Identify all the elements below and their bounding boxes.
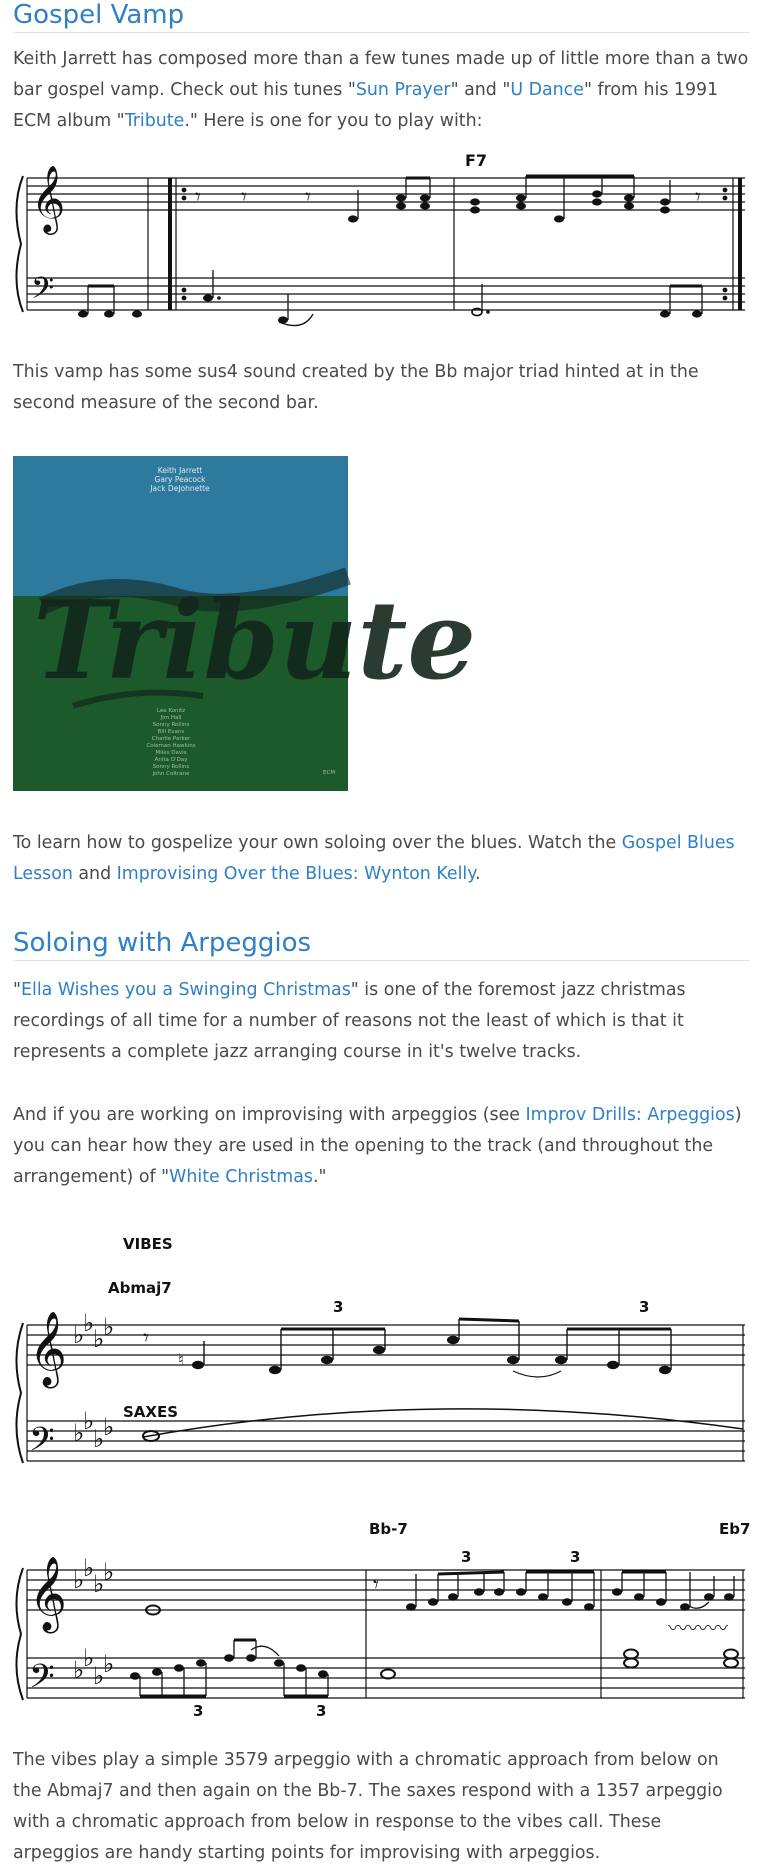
triplet-marker: 3 bbox=[193, 1702, 204, 1720]
link-sun-prayer[interactable]: Sun Prayer bbox=[355, 80, 451, 100]
svg-text:𝄢: 𝄢 bbox=[29, 1421, 55, 1467]
svg-text:𝄾: 𝄾 bbox=[143, 1326, 149, 1351]
album-track: Bill Evans bbox=[157, 729, 185, 735]
score-gospel-vamp-image bbox=[13, 146, 750, 331]
album-track: Anita O'Day bbox=[154, 757, 188, 763]
svg-text:𝄢: 𝄢 bbox=[31, 272, 55, 313]
text: And if you are working on improvising with arpeggios (see bbox=[13, 1105, 526, 1125]
svg-text:♭: ♭ bbox=[103, 1313, 115, 1341]
label-vibes: VIBES bbox=[123, 1235, 173, 1253]
text: To learn how to gospelize your own soloing over the blues. Watch the bbox=[13, 833, 622, 853]
svg-text:♭: ♭ bbox=[93, 1662, 105, 1690]
album-track: Jim Hall bbox=[160, 715, 182, 721]
album-label: ECM bbox=[323, 770, 336, 776]
score-white-christmas-1-image bbox=[13, 1225, 750, 1480]
triplet-marker: 3 bbox=[639, 1298, 650, 1316]
triplet-marker: 3 bbox=[461, 1548, 472, 1566]
text: Keith Jarrett has composed more than a few tunes made up of little more than a two bar gospel vamp. Check out his tunes " bbox=[13, 49, 749, 100]
svg-text:♭: ♭ bbox=[83, 1407, 95, 1435]
link-improvising-over-blues[interactable]: Improvising Over the Blues: Wynton Kelly bbox=[116, 864, 476, 884]
chord-symbol: Bb-7 bbox=[369, 1520, 408, 1538]
album-track: Coleman Hawkins bbox=[146, 743, 196, 749]
album-artist: Keith Jarrett bbox=[157, 466, 203, 475]
svg-text:𝄾: 𝄾 bbox=[195, 185, 201, 210]
score-white-christmas-1 bbox=[13, 1225, 750, 1480]
svg-text:𝄞: 𝄞 bbox=[31, 164, 66, 232]
svg-text:𝄾: 𝄾 bbox=[695, 185, 701, 210]
svg-text:♭: ♭ bbox=[93, 1425, 105, 1453]
text: ." Here is one for you to play with: bbox=[184, 111, 483, 131]
text: " and " bbox=[450, 80, 511, 100]
chord-symbol: Abmaj7 bbox=[108, 1279, 172, 1297]
svg-text:♭: ♭ bbox=[83, 1554, 95, 1582]
svg-text:𝄾: 𝄾 bbox=[305, 185, 311, 210]
svg-text:𝄞: 𝄞 bbox=[29, 1557, 67, 1631]
summary-paragraph: The vibes play a simple 3579 arpeggio with a chromatic approach from below on the Abmaj7 and then again on the Bb-7. The saxes respond with a 1357 arpeggio with a chromatic approach from below in response to the vibes call. These arpeggios are handy starting points for improvising with arpeggios. bbox=[13, 1750, 723, 1863]
section-heading-gospel-vamp: Gospel Vamp bbox=[13, 0, 750, 33]
album-track: Miles Davis bbox=[155, 750, 187, 756]
text: and bbox=[72, 864, 117, 884]
section-heading-soloing-arpeggios: Soloing with Arpeggios bbox=[13, 928, 750, 961]
link-u-dance[interactable]: U Dance bbox=[510, 80, 584, 100]
album-artist: Jack DeJohnette bbox=[150, 484, 210, 493]
svg-text:♭: ♭ bbox=[73, 1321, 85, 1349]
tribute-album-cover bbox=[13, 456, 477, 791]
svg-text:♭: ♭ bbox=[103, 1413, 115, 1441]
album-track: Charlie Parker bbox=[151, 736, 191, 742]
svg-text:𝄞: 𝄞 bbox=[29, 1312, 67, 1386]
text: " from his 1991 ECM album " bbox=[13, 80, 719, 131]
svg-text:♭: ♭ bbox=[73, 1566, 85, 1594]
link-ella-wishes[interactable]: Ella Wishes you a Swinging Christmas bbox=[21, 980, 351, 1000]
link-gospel-blues-lesson[interactable]: Gospel Blues Lesson bbox=[13, 833, 735, 884]
arpeggios-paragraph bbox=[13, 1100, 750, 1193]
svg-text:♭: ♭ bbox=[103, 1558, 115, 1586]
svg-text:♭: ♭ bbox=[73, 1656, 85, 1684]
svg-text:♭: ♭ bbox=[83, 1644, 95, 1672]
score-white-christmas-2-image bbox=[13, 1510, 751, 1720]
svg-text:♭: ♭ bbox=[83, 1309, 95, 1337]
svg-text:𝄾: 𝄾 bbox=[373, 1573, 379, 1598]
text: ." bbox=[312, 1167, 327, 1187]
text: . bbox=[475, 864, 481, 884]
text: ) you can hear how they are used in the opening to the track (and throughout the arrangement) of " bbox=[13, 1105, 742, 1187]
label-saxes: SAXES bbox=[123, 1403, 179, 1421]
album-track: Sonny Rollins bbox=[152, 722, 190, 728]
link-white-christmas[interactable]: White Christmas bbox=[169, 1167, 313, 1187]
score-gospel-vamp bbox=[13, 146, 750, 331]
chord-symbol: Eb7 bbox=[719, 1520, 751, 1538]
svg-text:♭: ♭ bbox=[93, 1570, 105, 1598]
gospel-blues-paragraph bbox=[13, 828, 750, 890]
album-artist: Gary Peacock bbox=[154, 475, 206, 484]
triplet-marker: 3 bbox=[333, 1298, 344, 1316]
svg-text:〰〰〰: 〰〰〰 bbox=[668, 1616, 728, 1640]
intro-paragraph bbox=[13, 44, 750, 137]
svg-text:𝄾: 𝄾 bbox=[241, 185, 247, 210]
album-track: Sonny Rollins bbox=[152, 764, 190, 770]
svg-text:♭: ♭ bbox=[93, 1325, 105, 1353]
album-track: Lee Konitz bbox=[156, 708, 186, 714]
svg-text:♭: ♭ bbox=[103, 1650, 115, 1678]
chord-symbol: F7 bbox=[465, 151, 488, 170]
text: " is one of the foremost jazz christmas recordings of all time for a number of reasons not the least of which is that it represents a complete jazz arranging course in it's twelve tracks. bbox=[13, 980, 686, 1062]
ella-paragraph bbox=[13, 975, 750, 1068]
link-tribute[interactable]: Tribute bbox=[124, 111, 185, 131]
album-title: Tribute bbox=[33, 578, 477, 704]
triplet-marker: 3 bbox=[570, 1548, 581, 1566]
text: " bbox=[13, 980, 21, 1000]
link-improv-drills-arpeggios[interactable]: Improv Drills: Arpeggios bbox=[525, 1105, 735, 1125]
triplet-marker: 3 bbox=[316, 1702, 327, 1720]
svg-text:♭: ♭ bbox=[73, 1419, 85, 1447]
score-white-christmas-2 bbox=[13, 1510, 751, 1720]
sus4-paragraph: This vamp has some sus4 sound created by the Bb major triad hinted at in the second measure of the second bar. bbox=[13, 362, 699, 413]
svg-text:𝄢: 𝄢 bbox=[29, 1658, 55, 1704]
album-track: John Coltrane bbox=[152, 771, 190, 777]
svg-text:♮: ♮ bbox=[178, 1350, 184, 1369]
